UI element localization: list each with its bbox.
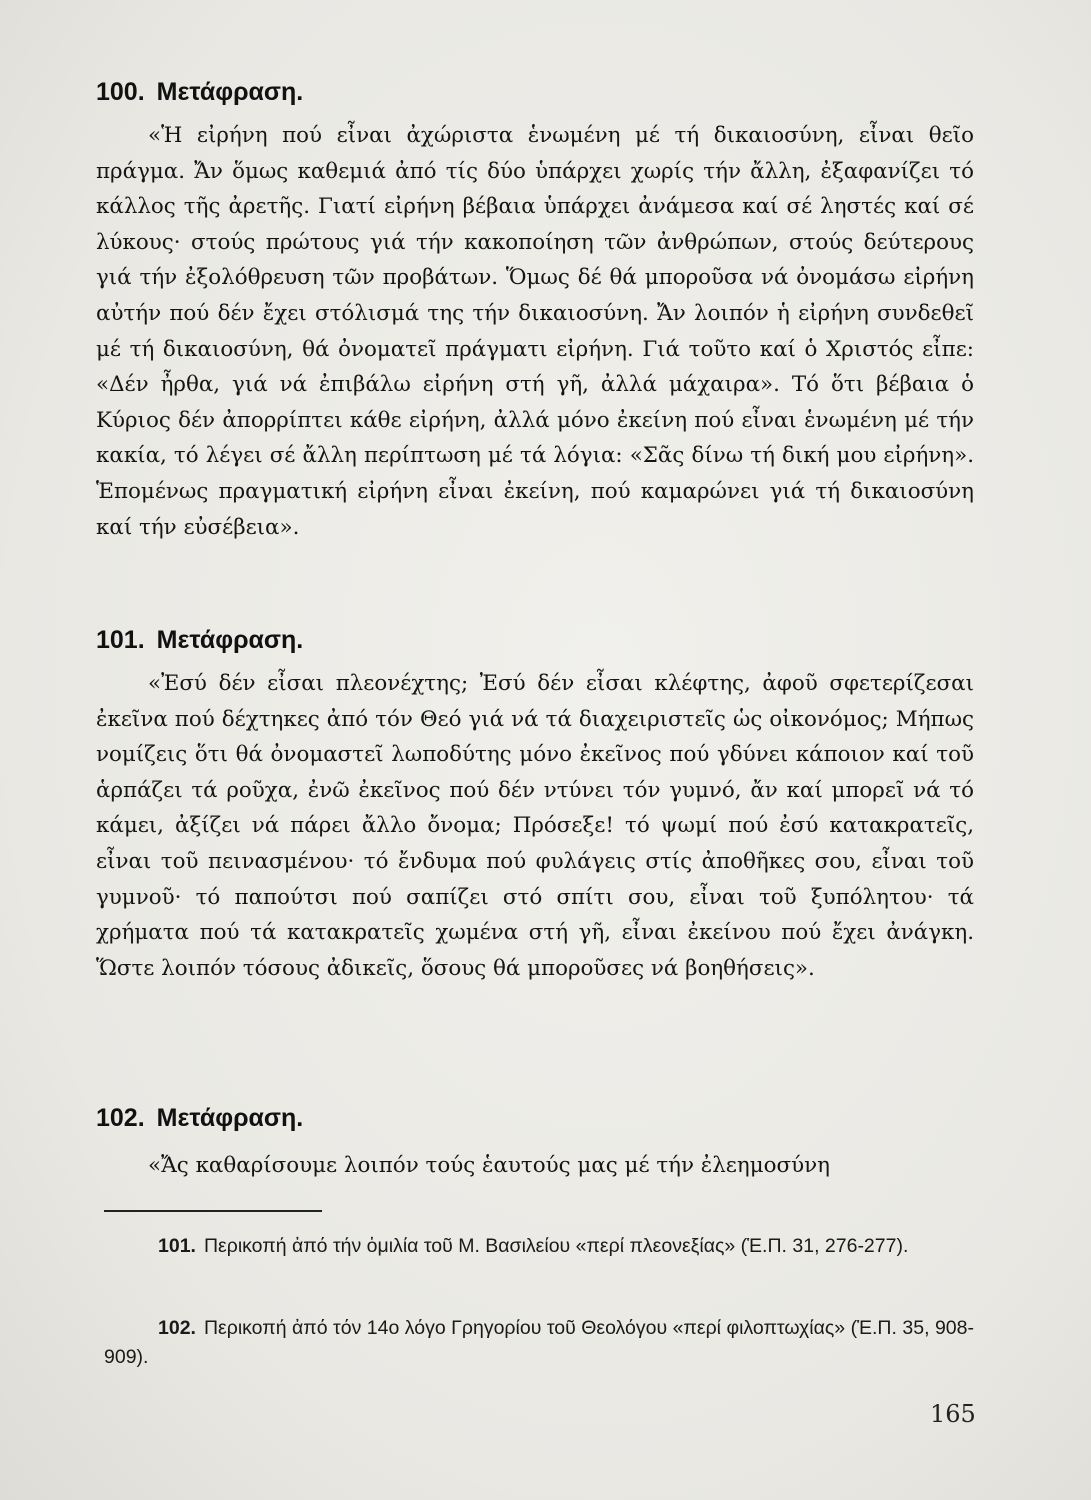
section-title: Μετάφραση.: [156, 626, 304, 654]
footnote-number: 101.: [158, 1235, 196, 1257]
footnote-text: Περικοπή ἀπό τήν ὁμιλία τοῦ Μ. Βασιλείου «περί πλεονεξίας» (Ἑ.Π. 31, 276-277).: [203, 1235, 909, 1257]
section-number: 101.: [96, 626, 145, 654]
section-paragraph-101: «Ἐσύ δέν εἶσαι πλεονέχτης; Ἐσύ δέν εἶσαι κλέφτης, ἀφοῦ σφετερίζεσαι ἐκεῖνα πού δέχτηκες ἀπό τόν Θεό γιά νά τά διαχειριστεῖς ὡς οἰκονόμος; Μήπως νομίζεις ὅτι θά ὀνομαστεῖ λωποδύτης μόνο ἐκεῖνος πού γδύνει κάποιον καί τοῦ ἁρπάζει τά ροῦχα, ἐνῶ ἐκεῖνος πού δέν ντύνει τόν γυμνό, ἄν καί μπορεῖ νά τό κάμει, ἀξίζει νά πάρει ἄλλο ὄνομα; Πρόσεξε! τό ψωμί πού ἐσύ κατακρατεῖς, εἶναι τοῦ πεινασμένου· τό ἔνδυμα πού φυλάγεις στίς ἀποθῆκες σου, εἶναι τοῦ γυμνοῦ· τό παπούτσι πού σαπίζει στό σπίτι σου, εἶναι τοῦ ξυπόλητου· τά χρήματα πού τά κατακρατεῖς χωμένα στή γῆ, εἶναι ἐκείνου πού ἔχει ἀνάγκη. Ὥστε λοιπόν τόσους ἀδικεῖς, ὅσους θά μποροῦσες νά βοηθήσεις».: [96, 671, 974, 981]
section-number: 102.: [96, 1104, 145, 1132]
section-heading-101: [96, 620, 303, 660]
section-title: Μετάφραση.: [156, 1104, 304, 1132]
footnote-102: [104, 1314, 974, 1372]
footnote-101: [104, 1232, 974, 1261]
page-number: 165: [930, 1400, 976, 1428]
section-paragraph-102: «Ἄς καθαρίσουμε λοιπόν τούς ἑαυτούς μας μέ τήν ἐλεημοσύνη: [148, 1153, 830, 1178]
footnote-text: Περικοπή ἀπό τόν 14ο λόγο Γρηγορίου τοῦ Θεολόγου «περί φιλοπτωχίας» (Ἑ.Π. 35, 908-909).: [104, 1317, 974, 1368]
section-heading-102: [96, 1098, 303, 1138]
section-number: 100.: [96, 78, 145, 106]
footnote-number: 102.: [158, 1317, 196, 1339]
section-heading-100: [96, 72, 303, 112]
section-title: Μετάφραση.: [156, 78, 304, 106]
footnote-divider: [104, 1210, 322, 1212]
section-paragraph-100: «Ἡ εἰρήνη πού εἶναι ἀχώριστα ἑνωμένη μέ τή δικαιοσύνη, εἶναι θεῖο πράγμα. Ἄν ὅμως καθεμιά ἀπό τίς δύο ὑπάρχει χωρίς τήν ἄλλη, ἐξαφανίζει τό κάλλος τῆς ἀρετῆς. Γιατί εἰρήνη βέβαια ὑπάρχει ἀνάμεσα καί σέ ληστές καί σέ λύκους· στούς πρώτους γιά τήν κακοποίηση τῶν ἀνθρώπων, στούς δεύτερους γιά τήν ἐξολόθρευση τῶν προβάτων. Ὅμως δέ θά μποροῦσα νά ὀνομάσω εἰρήνη αὐτήν πού δέν ἔχει στόλισμά της τήν δικαιοσύνη. Ἄν λοιπόν ἡ εἰρήνη συνδεθεῖ μέ τή δικαιοσύνη, θά ὀνοματεῖ πράγματι εἰρήνη. Γιά τοῦτο καί ὁ Χριστός εἶπε: «Δέν ἦρθα, γιά νά ἐπιβάλω εἰρήνη στή γῆ, ἀλλά μάχαιρα». Τό ὅτι βέβαια ὁ Κύριος δέν ἀπορρίπτει κάθε εἰρήνη, ἀλλά μόνο ἐκείνη πού εἶναι ἑνωμένη μέ τήν κακία, τό λέγει σέ ἄλλη περίπτωση μέ τά λόγια: «Σᾶς δίνω τή δική μου εἰρήνη». Ἑπομένως πραγματική εἰρήνη εἶναι ἐκείνη, πού καμαρώνει γιά τή δικαιοσύνη καί τήν εὐσέβεια».: [96, 123, 974, 540]
